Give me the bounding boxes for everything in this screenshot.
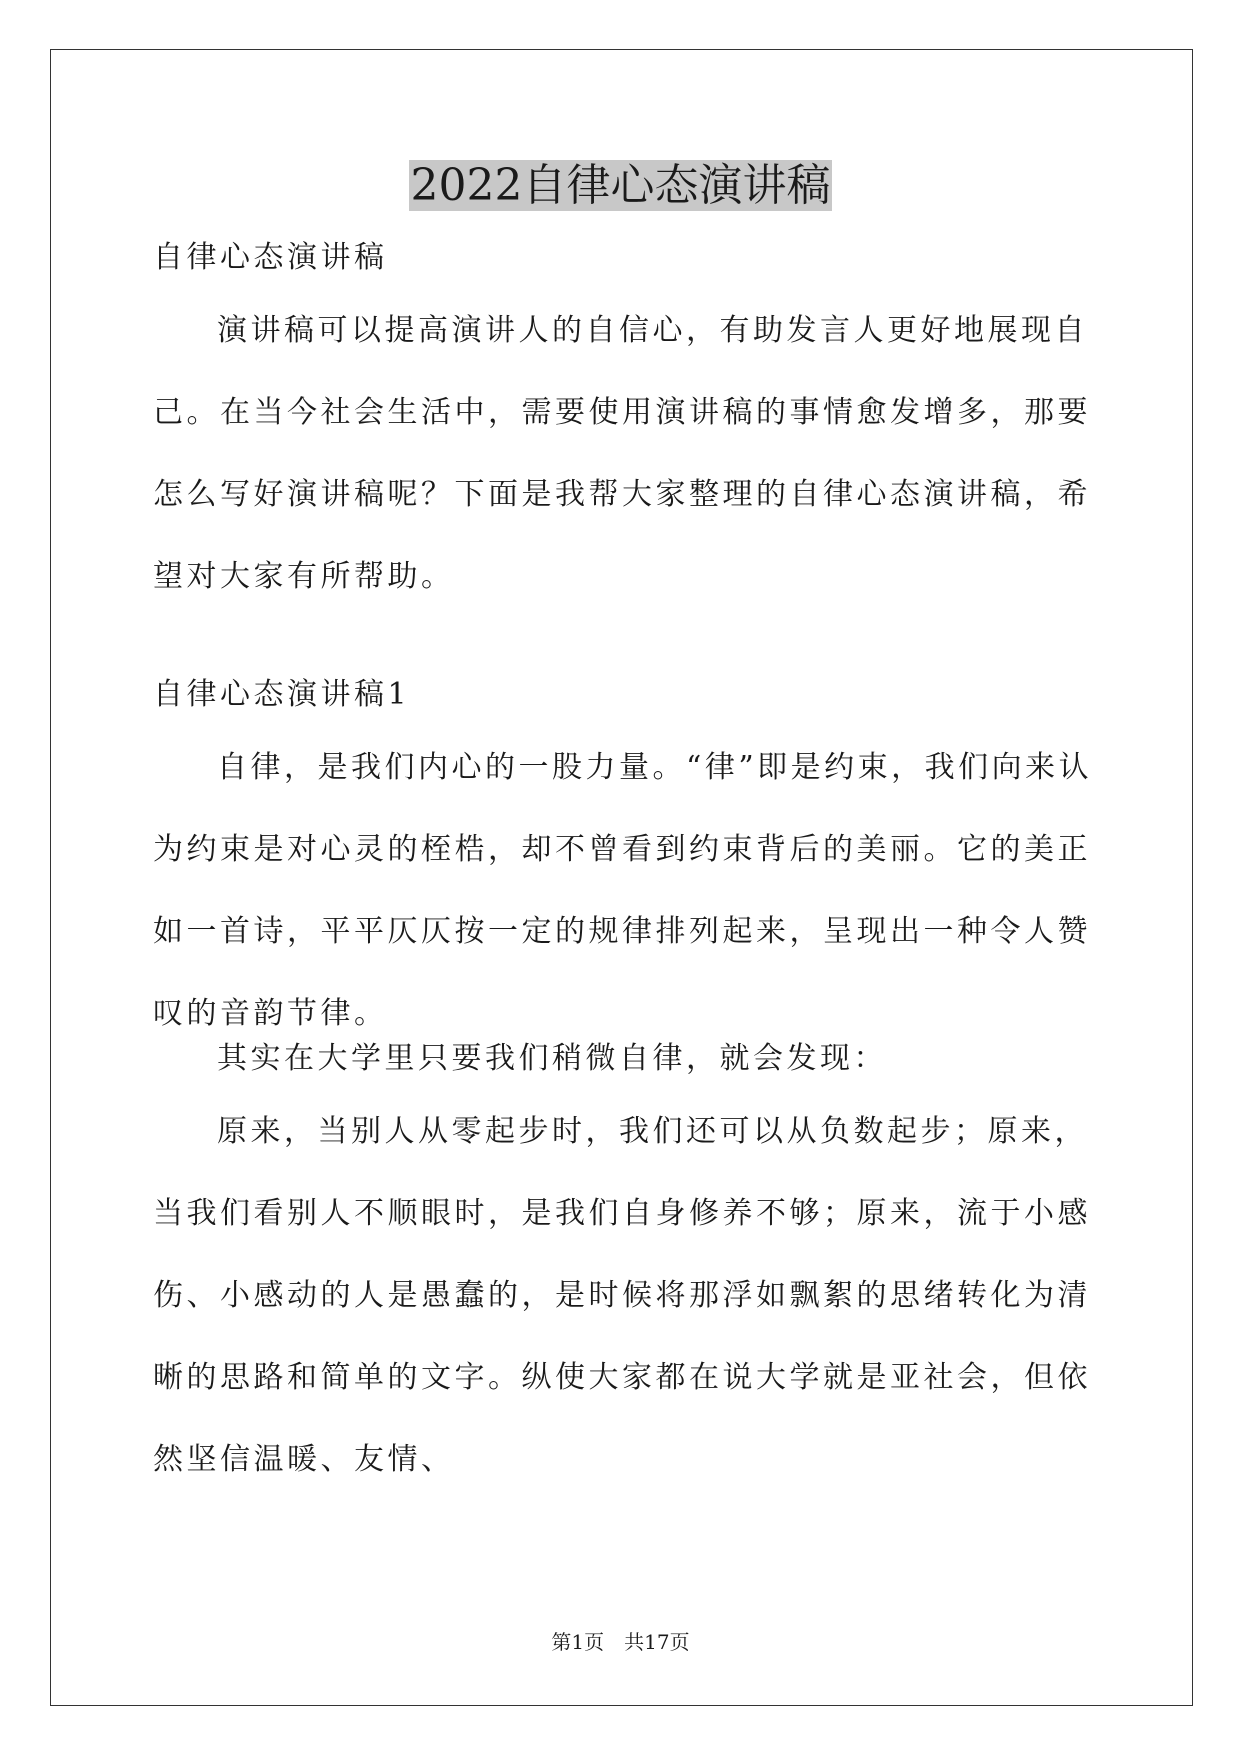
section-1-paragraph-3: 原来，当别人从零起步时，我们还可以从负数起步；原来，当我们看别人不顺眼时，是我们自身修养不够；原来，流于小感伤、小感动的人是愚蠢的，是时候将那浮如飘絮的思绪转化为清晰的思路和简单的文字。纵使大家都在说大学就是亚社会，但依然坚信温暖、友情、: [153, 1114, 1091, 1477]
section-1-paragraph-1: 自律，是我们内心的一股力量。“律”即是约束，我们向来认为约束是对心灵的桎梏，却不曾看到约束背后的美丽。它的美正如一首诗，平平仄仄按一定的规律排列起来，呈现出一种令人赞叹的音韵节律。: [153, 750, 1093, 1031]
page-footer: [0, 1627, 1241, 1657]
intro-heading: 自律心态演讲稿: [153, 240, 388, 275]
document-title-text: 2022自律心态演讲稿: [410, 160, 831, 211]
section-1-heading: 自律心态演讲稿1: [153, 677, 411, 712]
page-total: 共17页: [624, 1630, 690, 1654]
document-title: [0, 156, 1241, 216]
page-number: 第1页: [551, 1630, 605, 1654]
intro-paragraph: 演讲稿可以提高演讲人的自信心，有助发言人更好地展现自己。在当今社会生活中，需要使用演讲稿的事情愈发增多，那要怎么写好演讲稿呢？下面是我帮大家整理的自律心态演讲稿，希望对大家有所帮助。: [153, 313, 1091, 594]
section-1-paragraph-2: 其实在大学里只要我们稍微自律，就会发现：: [217, 1041, 887, 1076]
